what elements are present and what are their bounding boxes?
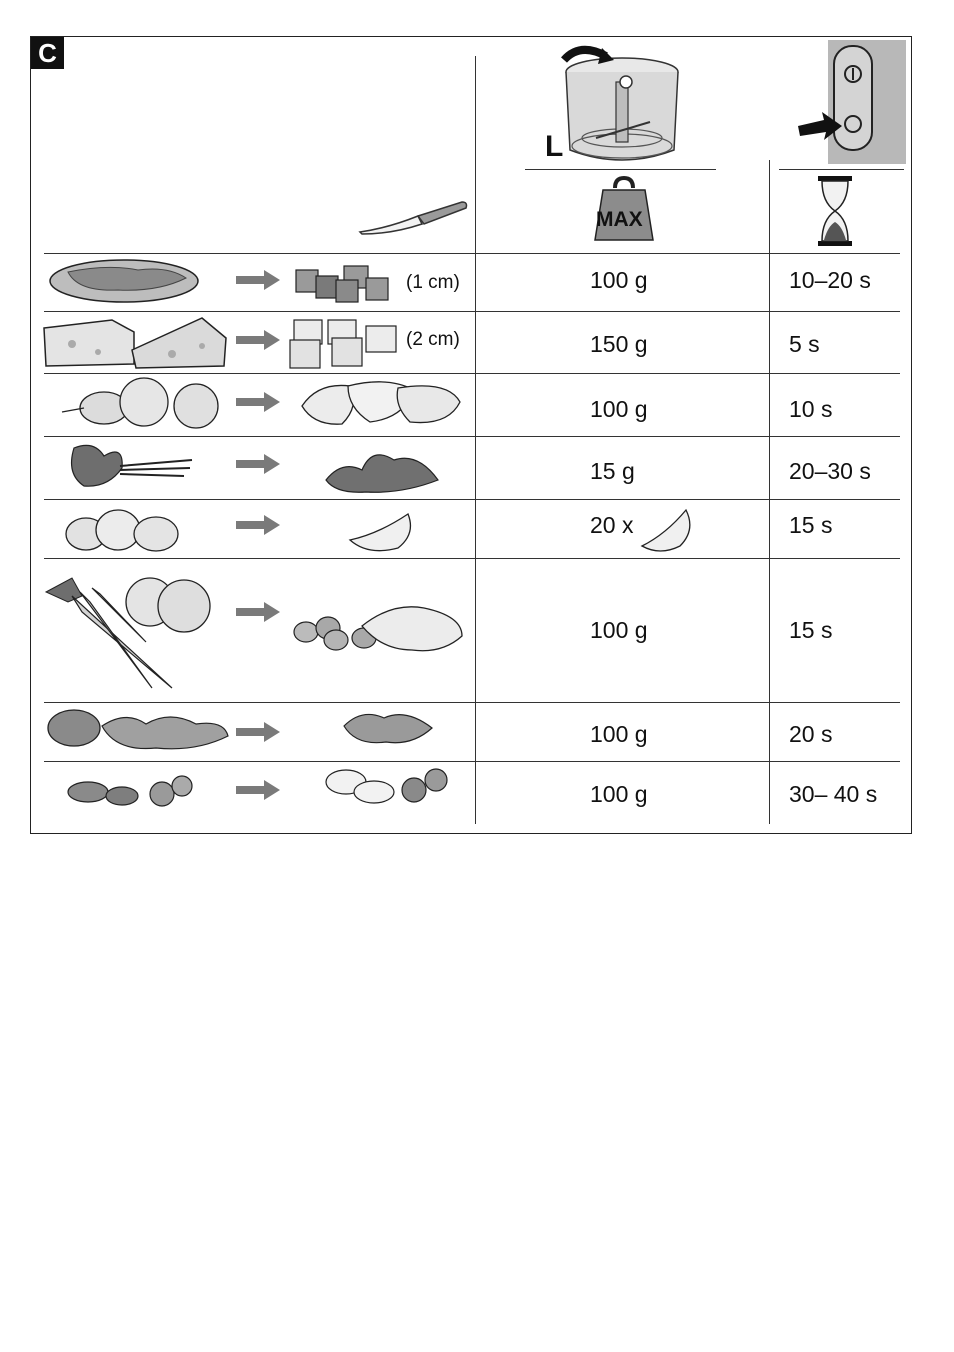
cheese-icon bbox=[42, 314, 228, 370]
time-cell: 30– 40 s bbox=[789, 781, 878, 807]
right-arrow-icon bbox=[236, 515, 280, 535]
onion-slices-icon bbox=[298, 378, 464, 428]
meat-icon bbox=[48, 258, 200, 304]
time-cell: 10–20 s bbox=[789, 267, 871, 293]
max-label: MAX bbox=[596, 208, 643, 231]
time-cell: 20 s bbox=[789, 721, 833, 747]
amount-cell: 100 g bbox=[590, 721, 648, 747]
row-divider bbox=[44, 499, 900, 500]
row-divider bbox=[44, 311, 900, 312]
chopped-carrots-apples-icon bbox=[292, 602, 466, 654]
right-arrow-icon bbox=[236, 330, 280, 350]
amount-cell: 100 g bbox=[590, 781, 648, 807]
onion-icon bbox=[60, 376, 228, 432]
amount-cell: 15 g bbox=[590, 458, 635, 484]
amount-cell: 100 g bbox=[590, 617, 648, 643]
walnut-icon bbox=[46, 706, 230, 756]
sliced-nuts-icon bbox=[324, 766, 452, 806]
cube-size-label: (1 cm) bbox=[406, 272, 460, 293]
row-divider bbox=[44, 761, 900, 762]
time-cell: 15 s bbox=[789, 617, 833, 643]
amount-cell: 100 g bbox=[590, 396, 648, 422]
knife-icon bbox=[358, 198, 470, 238]
column-divider bbox=[475, 56, 476, 824]
row-divider bbox=[44, 702, 900, 703]
garlic-clove-icon bbox=[640, 508, 694, 554]
figure-label: C bbox=[31, 37, 64, 69]
herb-bunch-icon bbox=[64, 438, 194, 494]
nuts-icon bbox=[66, 772, 196, 810]
right-arrow-icon bbox=[236, 392, 280, 412]
time-cell: 15 s bbox=[789, 512, 833, 538]
cheese-cubes-icon bbox=[288, 316, 402, 370]
power-switch-icon bbox=[798, 40, 906, 164]
amount-cell: 100 g bbox=[590, 267, 648, 293]
right-arrow-icon bbox=[236, 270, 280, 290]
garlic-clove-icon bbox=[348, 510, 414, 554]
row-divider bbox=[44, 373, 900, 374]
bowl-size-label: L bbox=[545, 130, 564, 163]
time-cell: 10 s bbox=[789, 396, 833, 422]
hourglass-icon bbox=[818, 176, 852, 246]
right-arrow-icon bbox=[236, 602, 280, 622]
time-cell: 5 s bbox=[789, 331, 820, 357]
chopped-walnut-icon bbox=[342, 706, 436, 748]
amount-cell: 20 x bbox=[590, 512, 634, 538]
meat-cubes-icon bbox=[292, 262, 396, 304]
amount-cell: 150 g bbox=[590, 331, 648, 357]
carrots-apples-icon bbox=[42, 572, 216, 692]
chopped-herbs-icon bbox=[322, 440, 442, 496]
garlic-icon bbox=[62, 504, 184, 556]
row-divider bbox=[44, 253, 900, 254]
header-divider bbox=[779, 169, 904, 170]
column-divider bbox=[769, 160, 770, 824]
right-arrow-icon bbox=[236, 454, 280, 474]
row-divider bbox=[44, 558, 900, 559]
header-divider bbox=[525, 169, 716, 170]
row-divider bbox=[44, 436, 900, 437]
cube-size-label: (2 cm) bbox=[406, 329, 460, 350]
right-arrow-icon bbox=[236, 780, 280, 800]
right-arrow-icon bbox=[236, 722, 280, 742]
time-cell: 20–30 s bbox=[789, 458, 871, 484]
